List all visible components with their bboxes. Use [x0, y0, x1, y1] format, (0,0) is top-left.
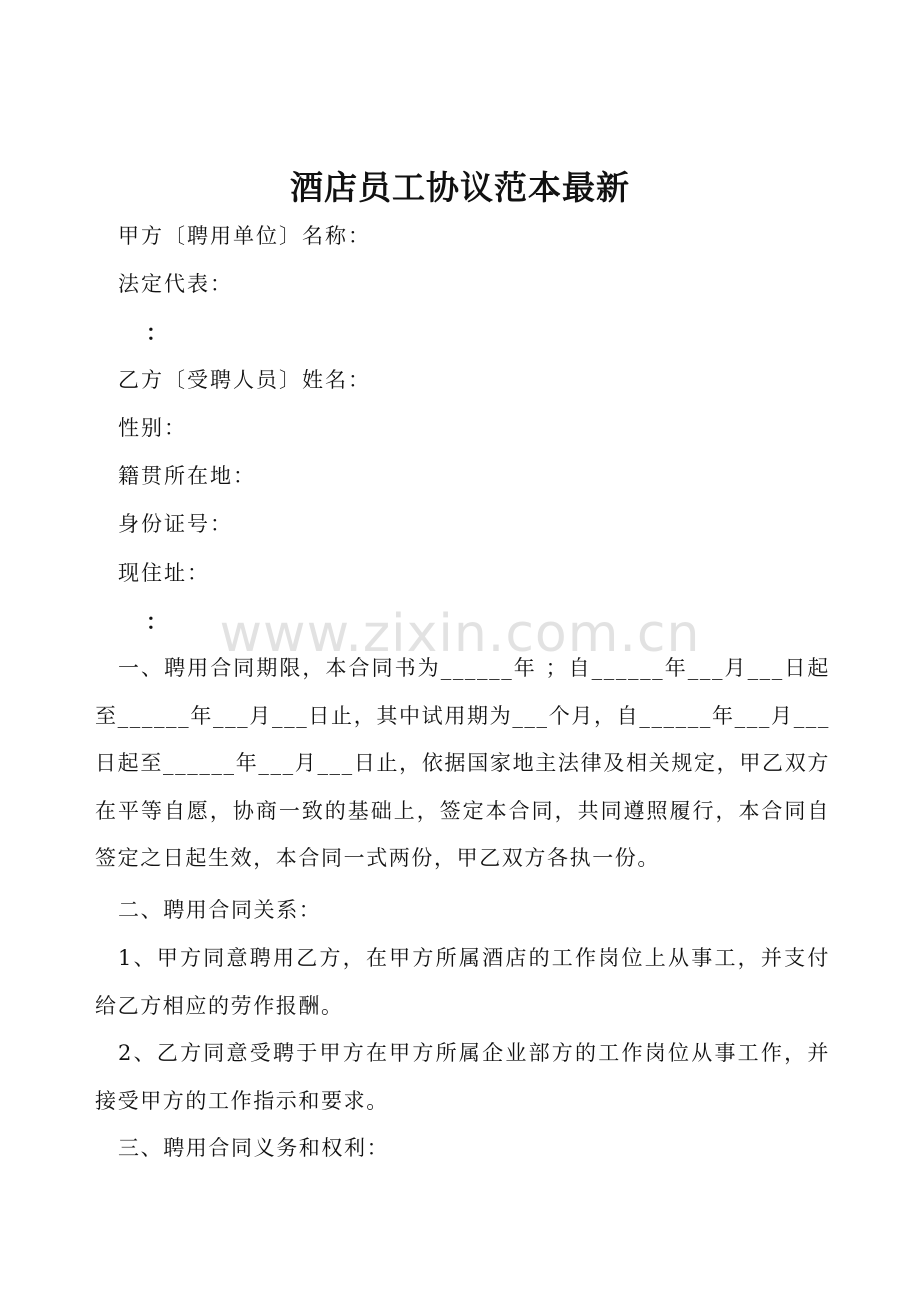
- watermark: www.zixin.com.cn: [219, 604, 701, 664]
- paragraph-section-3-heading: 三、聘用合同义务和权利：: [118, 1136, 390, 1160]
- field-gender: 性别：: [118, 416, 187, 440]
- document-title: 酒店员工协议范本最新: [290, 168, 630, 207]
- paragraph-clause-2-2: 2、乙方同意受聘于甲方在甲方所属企业部方的工作岗位从事工作，并接受甲方的工作指示和要求。: [95, 1041, 830, 1113]
- field-blank-colon-2: ：: [146, 609, 167, 634]
- field-native-place: 籍贯所在地：: [118, 464, 256, 488]
- field-id-number: 身份证号：: [118, 512, 233, 536]
- field-party-a-name: 甲方〔聘用单位〕名称：: [118, 224, 371, 248]
- paragraph-clause-2-1: 1、甲方同意聘用乙方，在甲方所属酒店的工作岗位上从事工，并支付给乙方相应的劳作报酬。: [95, 946, 830, 1018]
- paragraph-section-2-heading: 二、聘用合同关系：: [118, 898, 322, 922]
- paragraph-contract-term: 一、聘用合同期限，本合同书为______年 ；自______年___月___日起至______年___月___日止，其中试用期为___个月，自______年___月___日起至______年___月___日止，依据国家地主法律及相关规定，甲乙双方在平等自愿，协商一致的基础上，签定本合同，共同遵照履行，本合同自签定之日起生效，本合同一式两份，甲乙双方各执一份。: [95, 656, 830, 870]
- field-party-b-name: 乙方〔受聘人员〕姓名：: [118, 368, 371, 392]
- field-legal-representative: 法定代表：: [118, 272, 233, 296]
- field-blank-colon-1: ：: [146, 320, 167, 345]
- field-current-address: 现住址：: [118, 561, 210, 585]
